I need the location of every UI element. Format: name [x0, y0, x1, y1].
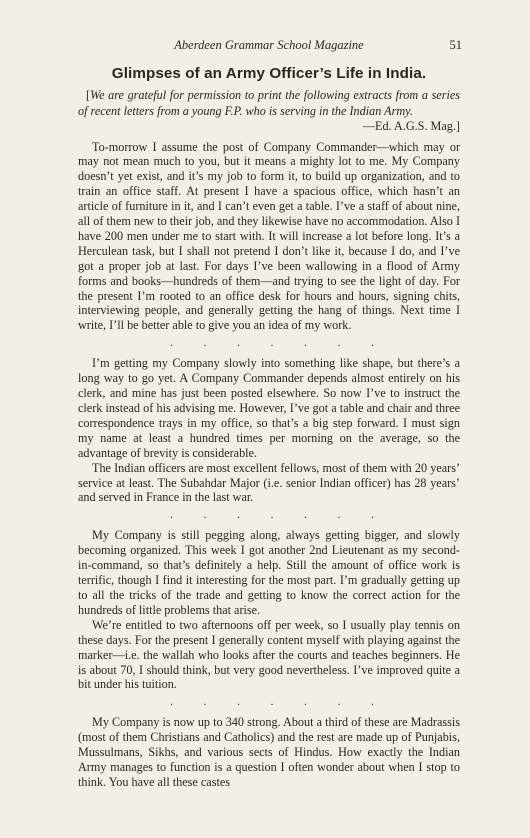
editor-signature: —Ed. A.G.S. Mag.] [362, 119, 460, 133]
editor-note-text: We are grateful for permission to print the following extracts from a series of recent letters from a young F.P. who is serving in the Indian Army. [78, 88, 460, 118]
section-separator: . . . . . . . [170, 696, 388, 709]
article-title: Glimpses of an Army Officer’s Life in India. [111, 65, 427, 82]
running-header [78, 38, 460, 56]
running-title: Aberdeen Grammar School Magazine [174, 38, 364, 52]
letter-paragraph: The Indian officers are most excellent fellows, most of them with 20 years’ service at least. The Subahdar Major (i.e. senior Indian officer) has 28 years’ and served in France in the last war. [78, 460, 460, 505]
editor-note: [We are grateful for permission to print the following extracts from a series of recent letters from a young F.P. who is serving in the Indian Army. [78, 88, 460, 118]
page-number: 51 [449, 38, 462, 52]
letter-paragraph: My Company is now up to 340 strong. About a third of these are Madrassis (most of them Christians and Catholics) and the rest are made up of Punjabis, Mussulmans, Sikhs, and various sects of Hindus. How exactly the Indian Army manages to function is a question I often wonder about when I stop to think. You have all these castes [78, 715, 460, 789]
section-separator: . . . . . . . [170, 337, 388, 350]
letter-paragraph: I’m getting my Company slowly into something like shape, but there’s a long way to go yet. A Company Commander depends almost entirely on his clerk, and mine has just been posted elsewhere. So now I’ve to instruct the clerk instead of his advising me. However, I’ve got a table and chair and three correspondence trays in my office, so that’s a big step forward. I must sign my name at least a hundred times per morning on the average, so the advantage of brevity is considerable. [78, 356, 460, 460]
letter-paragraph: To-morrow I assume the post of Company Commander—which may or may not mean much to you, but it means a mighty lot to me. My Company doesn’t yet exist, and it’s my job to form it, to build up organization, and to train an office staff. At present I have a spacious office, which hasn’t an article of furniture in it, and I can’t even get a table. I’ve a staff of about nine, all of them new to their job, and they likewise have no accommodation. Also I have 200 men under me to start with. It will increase a lot before long. It’s a Herculean task, but I shall not pretend I don’t like it, because I do, and I’ve got a proper job at last. For days I’ve been wallowing in a flood of Army forms and books—hundreds of them—and trying to see the light of day. For the present I’m rooted to an office desk for hours and hours, signing chits, interviewing people, and generally getting the hang of things. Next time I write, I’ll be better able to give you an idea of my work. [78, 139, 460, 333]
letter-paragraph: My Company is still pegging along, always getting bigger, and slowly becoming organized. This week I got another 2nd Lieutenant as my second-in-command, so that’s definitely a help. Still the amount of office work is terrific, though I find it interesting for the most part. I’m gradually getting up to all the tricks of the trade and getting to know the correct action for the hundreds of little problems that arise. [78, 528, 460, 617]
letter-paragraph: We’re entitled to two afternoons off per week, so I usually play tennis on these days. For the present I generally content myself with playing against the marker—i.e. the wallah who looks after the courts and teaches beginners. He is about 70, I should think, but very good nevertheless. I’ve improved quite a bit under his tuition. [78, 617, 460, 692]
section-separator: . . . . . . . [170, 509, 388, 522]
